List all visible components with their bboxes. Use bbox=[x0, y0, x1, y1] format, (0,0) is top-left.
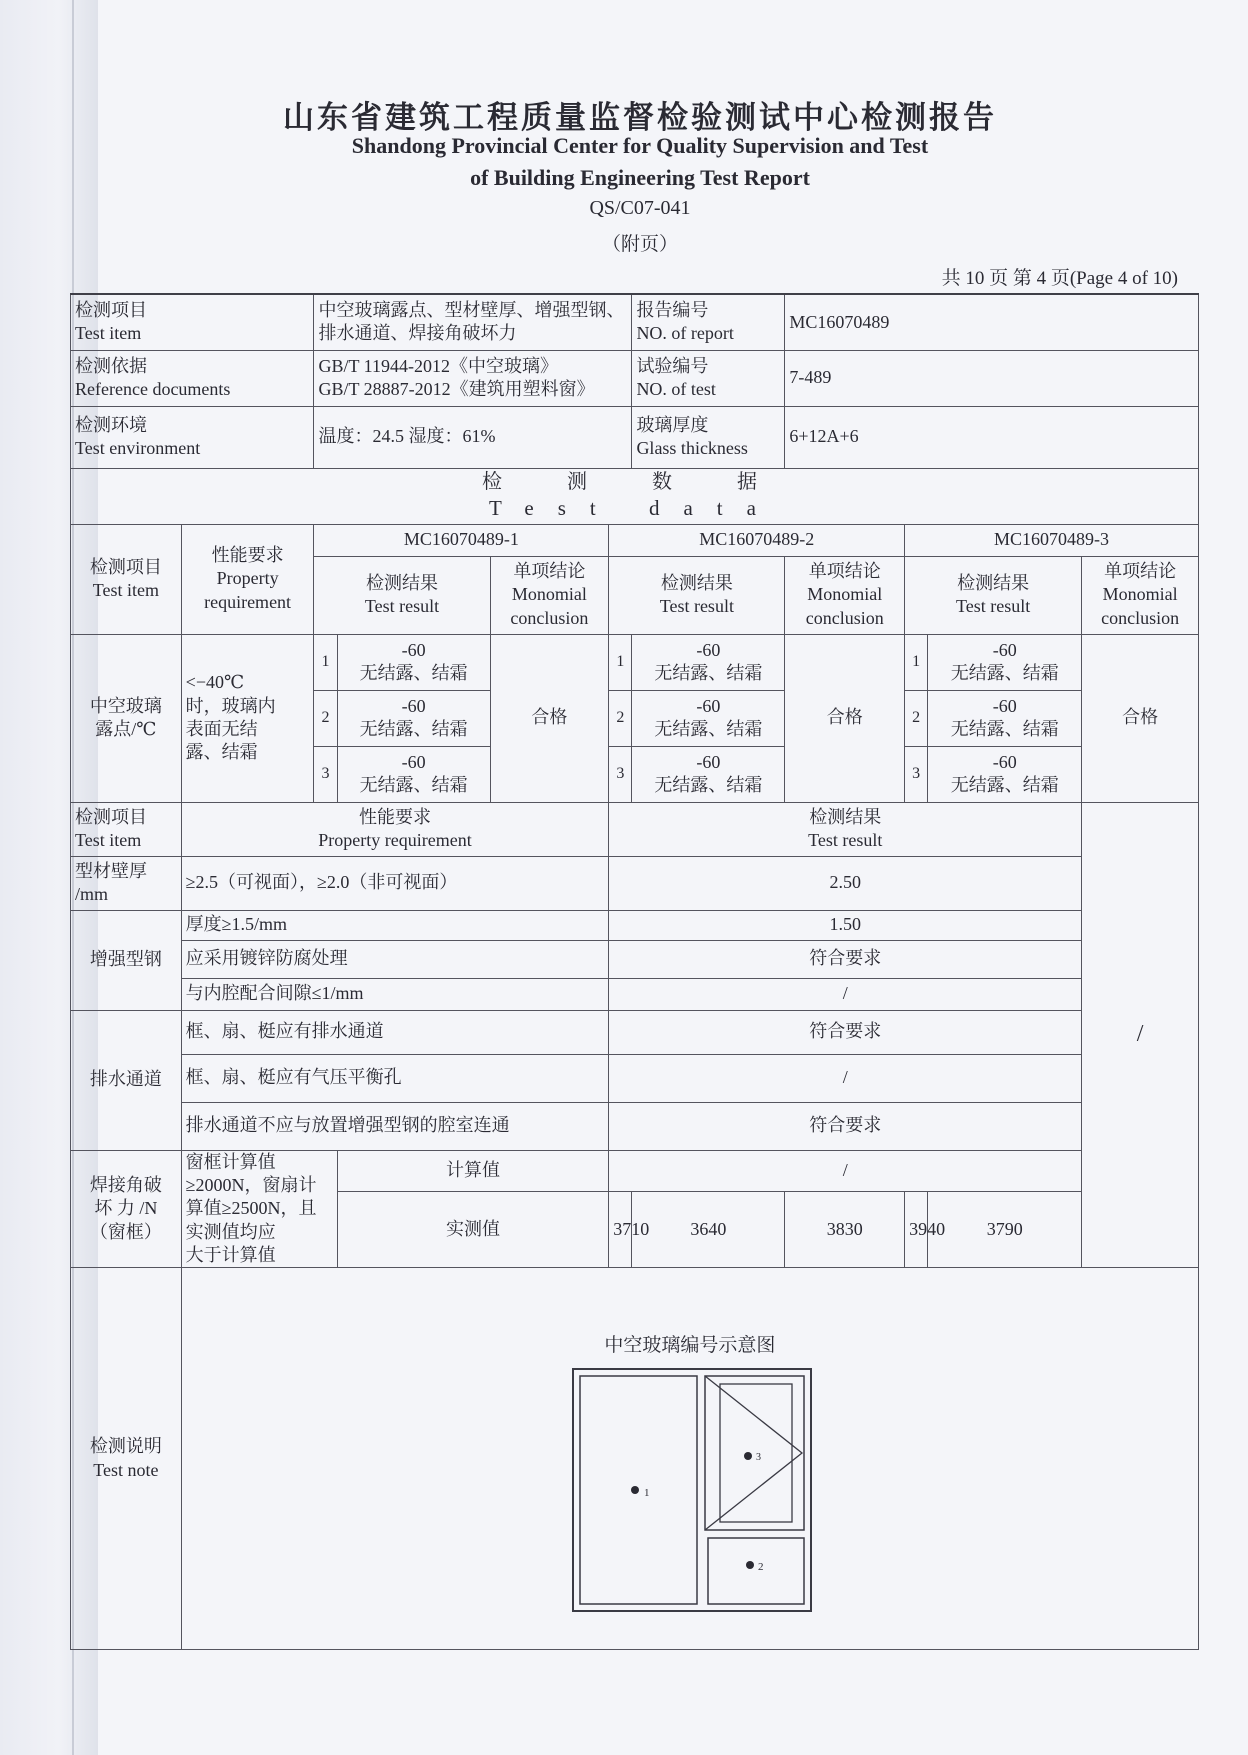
steel-requirement: 应采用镀锌防腐处理 bbox=[181, 940, 609, 978]
page-number: 共 10 页 第 4 页(Page 4 of 10) bbox=[941, 268, 1178, 289]
report-number-value: MC16070489 bbox=[785, 294, 1199, 350]
report-title-en-line1: Shandong Provincial Center for Quality Supervision and Test bbox=[351, 133, 929, 158]
steel-result: 符合要求 bbox=[609, 940, 1082, 978]
report-title-cn: 山东省建筑工程质量监督检验测试中心检测报告 bbox=[283, 100, 997, 136]
dew-result: -60 无结露、结霜 bbox=[337, 746, 490, 802]
test-item-value: 中空玻璃露点、型材壁厚、增强型钢、 排水通道、焊接角破坏力 bbox=[314, 294, 632, 350]
profile-item-header: 检测项目 Test item bbox=[71, 802, 182, 856]
wall-thickness-item: 型材壁厚 /mm bbox=[71, 856, 182, 910]
dew-conclusion: 合格 bbox=[1082, 634, 1199, 802]
glass-marker bbox=[746, 1561, 754, 1569]
conclusion-header: 单项结论 Monomial conclusion bbox=[785, 556, 905, 634]
test-note-label: 检测说明 Test note bbox=[71, 1268, 182, 1650]
measured-value: 3940 bbox=[905, 1191, 928, 1268]
conclusion-header: 单项结论 Monomial conclusion bbox=[490, 556, 609, 634]
calc-value-label: 计算值 bbox=[337, 1150, 609, 1191]
reinforcing-steel-item: 增强型钢 bbox=[71, 910, 182, 1010]
measured-value: 3830 bbox=[785, 1191, 905, 1268]
glass-label: 3 bbox=[755, 1452, 761, 1464]
conclusion-header: 单项结论 Monomial conclusion bbox=[1082, 556, 1199, 634]
glass-label: 1 bbox=[643, 1487, 650, 1500]
measured-label: 实测值 bbox=[337, 1191, 609, 1268]
diagram-title: 中空玻璃编号示意图 bbox=[604, 1335, 776, 1357]
drainage-result: 符合要求 bbox=[609, 1102, 1082, 1150]
drainage-result: / bbox=[609, 1054, 1082, 1102]
report-table bbox=[70, 293, 1199, 1650]
steel-result: 1.50 bbox=[609, 910, 1082, 940]
environment-value: 温度：24.5 湿度：61% bbox=[314, 406, 632, 468]
measured-value: 3640 bbox=[632, 1191, 785, 1268]
dew-result: -60 无结露、结霜 bbox=[632, 690, 785, 746]
glass-index: 1 bbox=[905, 634, 928, 690]
glass-label: 2 bbox=[757, 1561, 764, 1574]
sample-id: MC16070489-2 bbox=[609, 524, 905, 556]
drainage-requirement: 框、扇、梃应有气压平衡孔 bbox=[181, 1054, 609, 1102]
appendix-label: （附页） bbox=[601, 234, 678, 255]
reference-label: 检测依据 Reference documents bbox=[71, 350, 314, 406]
glass-marker bbox=[631, 1486, 639, 1494]
dew-result: -60 无结露、结霜 bbox=[928, 690, 1082, 746]
steel-result: / bbox=[609, 978, 1082, 1010]
test-result-header: 检测结果 Test result bbox=[905, 556, 1082, 634]
test-number-value: 7-489 bbox=[785, 350, 1199, 406]
glass-marker bbox=[744, 1452, 752, 1460]
test-data-heading: 检 测 数 据 Test data bbox=[71, 468, 1199, 524]
report-number-label: 报告编号 NO. of report bbox=[632, 294, 785, 350]
dew-result: -60 无结露、结霜 bbox=[632, 634, 785, 690]
glass-index: 2 bbox=[905, 690, 928, 746]
drainage-requirement: 排水通道不应与放置增强型钢的腔室连通 bbox=[181, 1102, 609, 1150]
dew-result: -60 无结露、结霜 bbox=[337, 690, 490, 746]
profile-requirement-header: 性能要求 Property requirement bbox=[181, 802, 609, 856]
glass-index: 3 bbox=[609, 746, 632, 802]
dew-result: -60 无结露、结霜 bbox=[632, 746, 785, 802]
glass-numbering-diagram bbox=[572, 1368, 812, 1612]
calc-value: / bbox=[609, 1150, 1082, 1191]
environment-label: 检测环境 Test environment bbox=[71, 406, 314, 468]
dew-point-requirement: <−40℃ 时，玻璃内 表面无结 露、结霜 bbox=[181, 634, 314, 802]
glass-index: 2 bbox=[314, 690, 337, 746]
sample-id: MC16070489-3 bbox=[905, 524, 1199, 556]
weld-requirement: 窗框计算值≥2000N，窗扇计 算值≥2500N，且实测值均应 大于计算值 bbox=[181, 1150, 337, 1268]
glass-index: 3 bbox=[314, 746, 337, 802]
profile-conclusion: / bbox=[1082, 802, 1199, 1268]
test-result-header: 检测结果 Test result bbox=[314, 556, 490, 634]
sample-id: MC16070489-1 bbox=[314, 524, 609, 556]
test-item-label: 检测项目 Test item bbox=[71, 294, 314, 350]
profile-result-header: 检测结果 Test result bbox=[609, 802, 1082, 856]
steel-requirement: 厚度≥1.5/mm bbox=[181, 910, 609, 940]
glass-thickness-value: 6+12A+6 bbox=[785, 406, 1199, 468]
glass-index: 1 bbox=[314, 634, 337, 690]
dew-requirement-header: 性能要求 Property requirement bbox=[181, 524, 314, 634]
dew-result: -60 无结露、结霜 bbox=[337, 634, 490, 690]
reference-value: GB/T 11944-2012《中空玻璃》 GB/T 28887-2012《建筑用塑料窗》 bbox=[314, 350, 632, 406]
measured-value: 3790 bbox=[928, 1191, 1082, 1268]
test-number-label: 试验编号 NO. of test bbox=[632, 350, 785, 406]
dew-point-item: 中空玻璃 露点/℃ bbox=[71, 634, 182, 802]
dew-result: -60 无结露、结霜 bbox=[928, 746, 1082, 802]
wall-thickness-requirement: ≥2.5（可视面），≥2.0（非可视面） bbox=[181, 856, 609, 910]
drainage-requirement: 框、扇、梃应有排水通道 bbox=[181, 1010, 609, 1054]
drainage-result: 符合要求 bbox=[609, 1010, 1082, 1054]
steel-requirement: 与内腔配合间隙≤1/mm bbox=[181, 978, 609, 1010]
drainage-item: 排水通道 bbox=[71, 1010, 182, 1150]
dew-conclusion: 合格 bbox=[785, 634, 905, 802]
glass-index: 1 bbox=[609, 634, 632, 690]
measured-value: 3710 bbox=[609, 1191, 632, 1268]
test-note-content bbox=[181, 1268, 1198, 1650]
dew-result: -60 无结露、结霜 bbox=[928, 634, 1082, 690]
wall-thickness-result: 2.50 bbox=[609, 856, 1082, 910]
document-code: QS/C07-041 bbox=[589, 197, 691, 219]
dew-conclusion: 合格 bbox=[490, 634, 609, 802]
glass-thickness-label: 玻璃厚度 Glass thickness bbox=[632, 406, 785, 468]
test-result-header: 检测结果 Test result bbox=[609, 556, 785, 634]
glass-index: 3 bbox=[905, 746, 928, 802]
report-title-en-line2: of Building Engineering Test Report bbox=[470, 165, 810, 190]
weld-strength-item: 焊接角破 坏 力 /N （窗框） bbox=[71, 1150, 182, 1268]
dew-item-header: 检测项目 Test item bbox=[71, 524, 182, 634]
glass-index: 2 bbox=[609, 690, 632, 746]
